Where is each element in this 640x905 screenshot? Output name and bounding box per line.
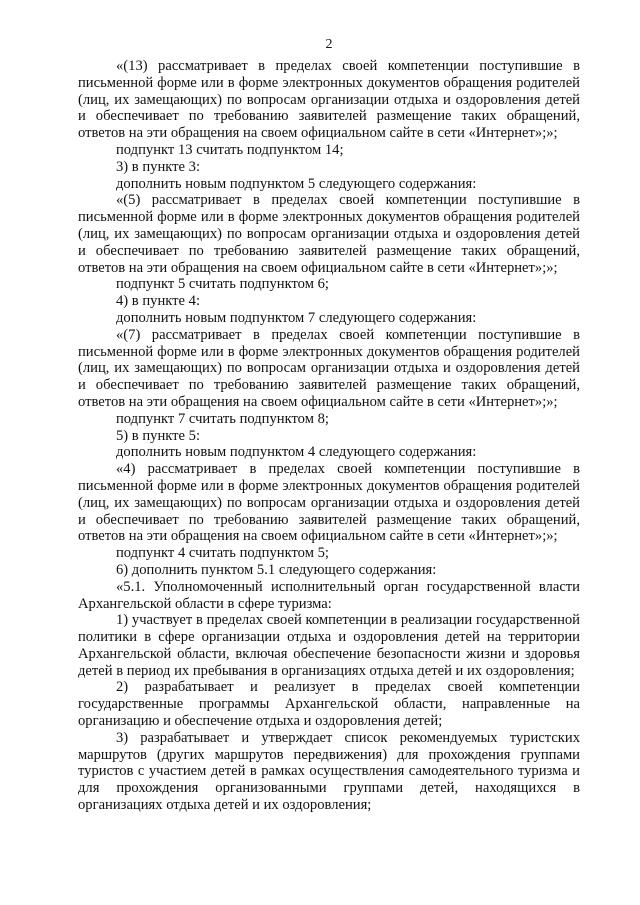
paragraph: 4) в пункте 4: xyxy=(116,293,201,310)
paragraph: «(7) рассматривает в пределах своей компетенции поступившие в письменной форме или в форме электронных документов обращения родителей (лиц, их замещающих) по вопросам организации отдыха и оздоровления детей и обеспечивает по требованию заявителей размещение таких обращений, ответов на эти обращения на своем официальном сайте в сети «Интернет»;»; xyxy=(78,326,580,410)
paragraph: 2) разрабатывает и реализует в пределах своей компетенции государственные программы Архангельской области, направленные на организацию и обеспечение отдыха и оздоровления детей; xyxy=(78,679,580,730)
document-body xyxy=(78,58,580,814)
paragraph: 5) в пункте 5: xyxy=(116,427,201,444)
paragraph: подпункт 4 считать подпунктом 5; xyxy=(116,545,329,562)
paragraph: 1) участвует в пределах своей компетенции в реализации государственной политики в сфере организации отдыха и оздоровления детей на территории Архангельской области, включая обеспечение безопасности жизни и здоровья детей в период их пребывания в организациях отдыха детей и их оздоровления; xyxy=(78,612,580,679)
paragraph: дополнить новым подпунктом 5 следующего содержания: xyxy=(116,175,477,192)
paragraph: 6) дополнить пунктом 5.1 следующего содержания: xyxy=(116,561,437,578)
paragraph: «(13) рассматривает в пределах своей компетенции поступившие в письменной форме или в форме электронных документов обращения родителей (лиц, их замещающих) по вопросам организации отдыха и оздоровления детей и обеспечивает по требованию заявителей размещение таких обращений, ответов на эти обращения на своем официальном сайте в сети «Интернет»;»; xyxy=(78,58,580,142)
paragraph: 3) разрабатывает и утверждает список рекомендуемых туристских маршрутов (других маршрутов передвижения) для прохождения группами туристов с участием детей в рамках осуществления самодеятельного туризма и для прохождения организованными группами детей, находящихся в организациях отдыха детей и их оздоровления; xyxy=(78,729,580,814)
paragraph: дополнить новым подпунктом 7 следующего содержания: xyxy=(116,309,477,326)
paragraph: «5.1. Уполномоченный исполнительный орган государственной власти Архангельской области в сфере туризма: xyxy=(78,578,580,612)
paragraph: подпункт 13 считать подпунктом 14; xyxy=(116,141,344,158)
paragraph: «(5) рассматривает в пределах своей компетенции поступившие в письменной форме или в форме электронных документов обращения родителей (лиц, их замещающих) по вопросам организации отдыха и оздоровления детей и обеспечивает по требованию заявителей размещение таких обращений, ответов на эти обращения на своем официальном сайте в сети «Интернет»;»; xyxy=(78,192,580,276)
page-number: 2 xyxy=(325,37,333,52)
paragraph: подпункт 7 считать подпунктом 8; xyxy=(116,410,329,427)
paragraph: «4) рассматривает в пределах своей компетенции поступившие в письменной форме или в форме электронных документов обращения родителей (лиц, их замещающих) по вопросам организации отдыха и оздоровления детей и обеспечивает по требованию заявителей размещение таких обращений, ответов на эти обращения на своем официальном сайте в сети «Интернет»;»; xyxy=(78,461,580,545)
paragraph: подпункт 5 считать подпунктом 6; xyxy=(116,276,329,293)
paragraph: 3) в пункте 3: xyxy=(116,158,201,175)
paragraph: дополнить новым подпунктом 4 следующего содержания: xyxy=(116,444,477,461)
